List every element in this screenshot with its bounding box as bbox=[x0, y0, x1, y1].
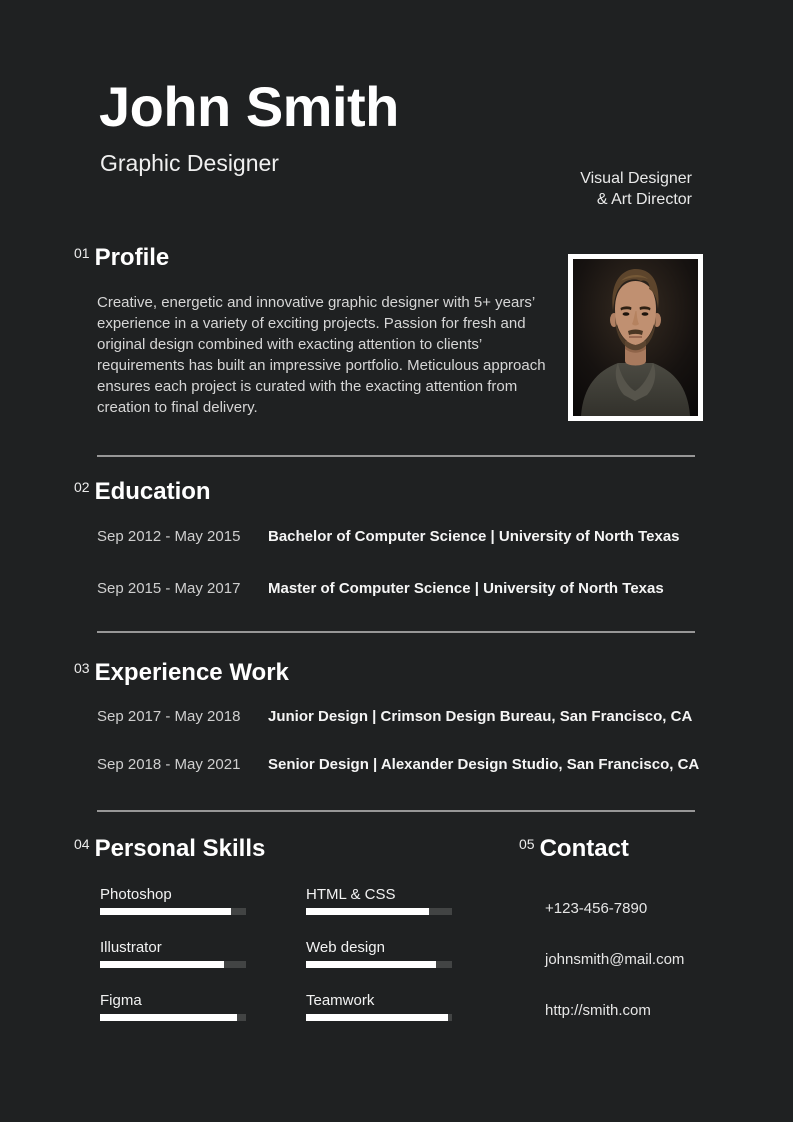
profile-paragraph: Creative, energetic and innovative graphic designer with 5+ years’ experience in a variety of exciting projects. Passion for fresh and original design combined with exacting attention to clients’ requirements has built an impressive portfolio. Meticulous approach ensures each project is curated with the exacting attention from creation to final delivery. bbox=[97, 294, 546, 416]
skill-label: Web design bbox=[306, 939, 385, 956]
skill-bar-track bbox=[100, 1014, 246, 1021]
row-date: Sep 2012 - May 2015 bbox=[97, 528, 241, 545]
divider bbox=[97, 631, 695, 633]
skill-bar-track bbox=[100, 961, 246, 968]
section-number: 04 bbox=[74, 836, 90, 852]
section-number: 03 bbox=[74, 660, 90, 676]
skill-bar-track bbox=[306, 1014, 452, 1021]
experience-row bbox=[97, 755, 707, 775]
skill-bar-track bbox=[100, 908, 246, 915]
website-value: http://smith.com bbox=[545, 1002, 651, 1019]
row-description: Bachelor of Computer Science | University of North Texas bbox=[268, 528, 680, 545]
section-title-experience: Experience Work bbox=[94, 659, 289, 686]
row-date: Sep 2018 - May 2021 bbox=[97, 756, 241, 773]
row-description: Senior Design | Alexander Design Studio, San Francisco, CA bbox=[268, 756, 700, 773]
section-title-skills: Personal Skills bbox=[94, 835, 266, 862]
skill-bar-track bbox=[306, 908, 452, 915]
section-title-profile: Profile bbox=[94, 244, 170, 271]
divider bbox=[97, 810, 695, 812]
row-date: Sep 2015 - May 2017 bbox=[97, 580, 241, 597]
job-title: Graphic Designer bbox=[100, 150, 279, 176]
skill-bar-fill bbox=[306, 1014, 448, 1021]
row-description: Junior Design | Crimson Design Bureau, San Francisco, CA bbox=[268, 708, 693, 725]
skill-bar-fill bbox=[306, 908, 429, 915]
row-date: Sep 2017 - May 2018 bbox=[97, 708, 241, 725]
skill-bar-fill bbox=[100, 1014, 237, 1021]
email-value: johnsmith@mail.com bbox=[545, 951, 685, 968]
contact-list bbox=[545, 900, 684, 1053]
education-list bbox=[97, 527, 707, 631]
section-number: 05 bbox=[519, 836, 535, 852]
education-row bbox=[97, 579, 707, 599]
section-title-education: Education bbox=[94, 478, 211, 505]
skill-label: Photoshop bbox=[100, 886, 172, 903]
section-header-contact bbox=[519, 836, 629, 862]
skill-bar-track bbox=[306, 961, 452, 968]
experience-list bbox=[97, 707, 707, 803]
skill-label: HTML & CSS bbox=[306, 886, 396, 903]
skills-column-left bbox=[100, 886, 246, 1045]
section-header-experience bbox=[74, 660, 289, 686]
role-line-1: Visual Designer bbox=[580, 170, 692, 187]
skill-item bbox=[100, 939, 246, 968]
experience-row bbox=[97, 707, 707, 727]
skill-label: Illustrator bbox=[100, 939, 162, 956]
skill-label: Teamwork bbox=[306, 992, 375, 1009]
section-header-education bbox=[74, 479, 211, 505]
education-row bbox=[97, 527, 707, 547]
section-number: 01 bbox=[74, 245, 90, 261]
section-title-contact: Contact bbox=[539, 835, 629, 862]
man-portrait-image bbox=[573, 259, 698, 416]
skill-item bbox=[100, 992, 246, 1021]
skill-item bbox=[306, 992, 452, 1021]
section-header-profile bbox=[74, 245, 169, 271]
skill-bar-fill bbox=[100, 961, 224, 968]
skill-item bbox=[306, 886, 452, 915]
profile-photo bbox=[568, 254, 703, 421]
skill-bar-fill bbox=[100, 908, 231, 915]
role-line-2: & Art Director bbox=[596, 191, 692, 208]
skill-item bbox=[306, 939, 452, 968]
phone-value: +123-456-7890 bbox=[545, 900, 648, 917]
skills-column-right bbox=[306, 886, 452, 1045]
section-number: 02 bbox=[74, 479, 90, 495]
row-description: Master of Computer Science | University of North Texas bbox=[268, 580, 664, 597]
role-tag bbox=[580, 168, 692, 210]
divider bbox=[97, 455, 695, 457]
skill-label: Figma bbox=[100, 992, 142, 1009]
skill-bar-fill bbox=[306, 961, 436, 968]
section-header-skills bbox=[74, 836, 265, 862]
skill-item bbox=[100, 886, 246, 915]
name-title: John Smith bbox=[99, 75, 399, 138]
